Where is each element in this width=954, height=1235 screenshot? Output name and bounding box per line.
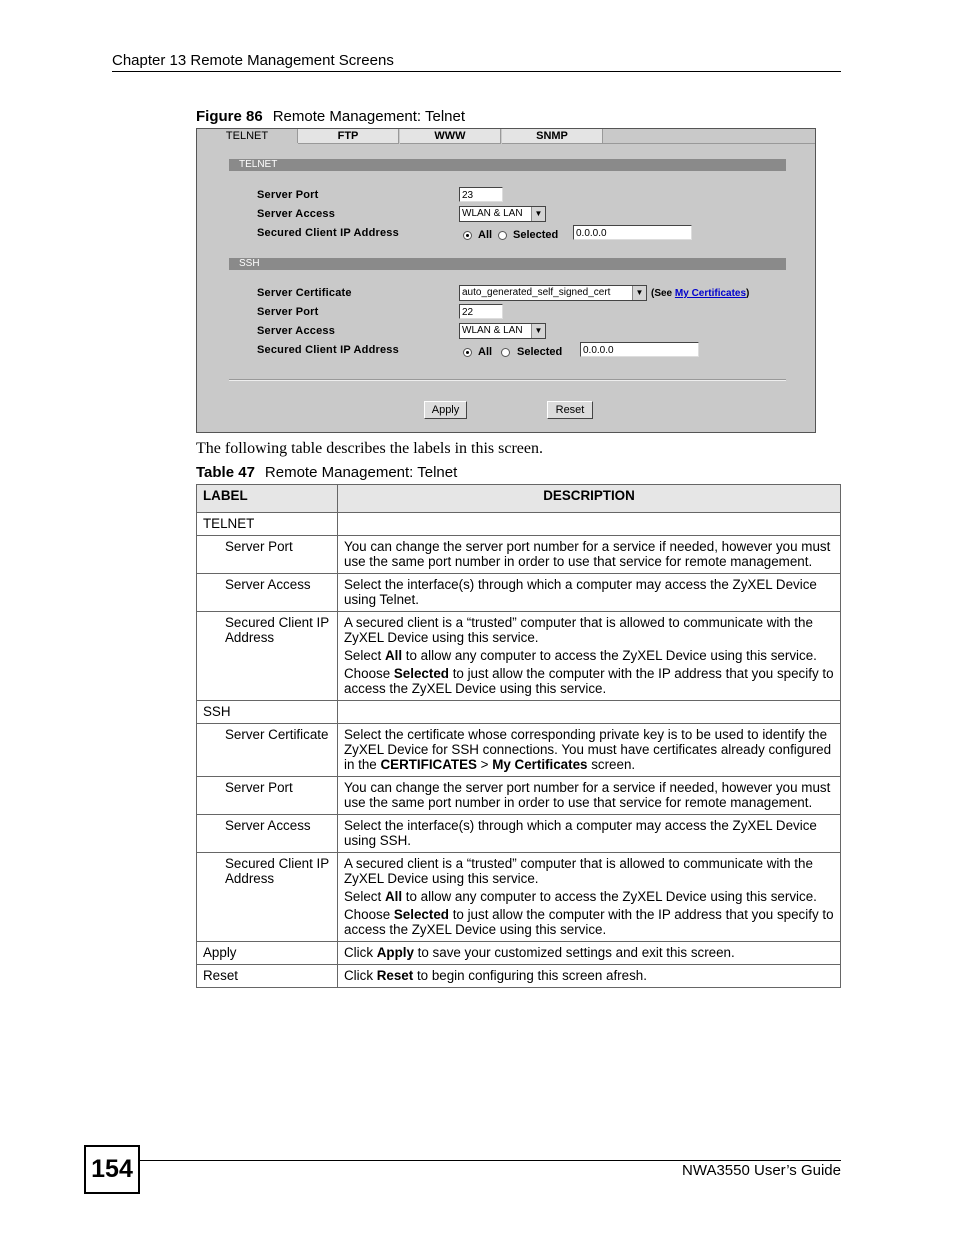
table-row (197, 853, 841, 942)
desc-bold: My Certificates (492, 757, 588, 772)
ssh-server-access-value: WLAN & LAN (462, 325, 523, 336)
desc-paragraph (344, 666, 834, 696)
row-description: You can change the server port number for a service if needed, however you must use the same port number in order to use that service for remote management. (338, 777, 841, 815)
table-row (197, 536, 841, 574)
desc-bold: Selected (393, 907, 449, 922)
chapter-header: Chapter 13 Remote Management Screens (112, 52, 394, 69)
row-label: Server Access (197, 574, 338, 612)
telnet-radio-all-label: All (478, 229, 493, 241)
desc-paragraph: A secured client is a “trusted” computer that is allowed to communicate with the ZyXEL Device using this service. (344, 615, 813, 645)
figure-title: Remote Management: Telnet (272, 108, 466, 125)
apply-button[interactable]: Apply (424, 401, 467, 419)
table-caption (196, 464, 457, 481)
telnet-server-access-value: WLAN & LAN (462, 208, 523, 219)
telnet-radio-selected[interactable] (498, 231, 507, 240)
row-label: Server Access (197, 815, 338, 853)
row-description (338, 942, 841, 965)
tab-bar (197, 129, 815, 144)
desc-paragraph (344, 889, 834, 904)
desc-bold: All (384, 648, 403, 663)
tab-www[interactable]: WWW (400, 129, 501, 144)
my-certificates-link[interactable]: My Certificates (674, 288, 747, 299)
telnet-section-bar: TELNET (229, 159, 786, 171)
row-description (338, 724, 841, 777)
desc-text: Select (344, 648, 385, 663)
row-label: Server Certificate (197, 724, 338, 777)
ssh-radio-selected[interactable] (501, 348, 510, 357)
desc-paragraph (344, 907, 834, 937)
table-number: Table 47 (196, 464, 255, 481)
intro-text: The following table describes the labels in this screen. (196, 440, 544, 457)
row-description (338, 965, 841, 988)
header-rule (112, 71, 841, 72)
row-label: Secured Client IP Address (197, 853, 338, 942)
desc-bold: Apply (376, 945, 414, 960)
dropdown-arrow-icon: ▼ (531, 207, 545, 221)
table-row (197, 701, 841, 724)
tab-ftp[interactable]: FTP (298, 129, 399, 144)
row-description: Select the interface(s) through which a computer may access the ZyXEL Device using Telnet. (338, 574, 841, 612)
desc-text: to allow any computer to access the ZyXEL Device using this service. (402, 648, 817, 663)
see-prefix: (See (651, 288, 675, 299)
tab-snmp[interactable]: SNMP (502, 129, 603, 144)
ssh-cert-label: Server Certificate (257, 287, 352, 299)
table-row (197, 724, 841, 777)
telnet-server-port-label: Server Port (257, 189, 319, 201)
telnet-ip-input[interactable]: 0.0.0.0 (573, 225, 692, 240)
figure-number: Figure 86 (196, 108, 263, 125)
tab-bar-fill (603, 129, 815, 144)
row-label: Secured Client IP Address (197, 612, 338, 701)
telnet-radio-all[interactable] (463, 231, 472, 240)
footer-rule (140, 1160, 841, 1161)
guide-title: NWA3550 User’s Guide (682, 1162, 841, 1179)
desc-bold: CERTIFICATES (380, 757, 477, 772)
row-description (338, 513, 841, 536)
ssh-ip-input[interactable]: 0.0.0.0 (580, 342, 699, 357)
form-divider (229, 379, 786, 381)
desc-paragraph: A secured client is a “trusted” computer that is allowed to communicate with the ZyXEL Device using this service. (344, 856, 813, 886)
ssh-cert-value: auto_generated_self_signed_cert (462, 287, 611, 298)
desc-paragraph (344, 648, 834, 663)
dropdown-arrow-icon: ▼ (632, 286, 646, 300)
ssh-radio-selected-label: Selected (517, 346, 563, 358)
row-label: Reset (197, 965, 338, 988)
table-row (197, 942, 841, 965)
desc-text: Click (344, 968, 377, 983)
col-description-header: DESCRIPTION (338, 485, 841, 513)
desc-bold: Selected (393, 666, 449, 681)
ssh-radio-all[interactable] (463, 348, 472, 357)
tab-telnet[interactable]: TELNET (197, 129, 298, 143)
desc-text: to save your customized settings and exit this screen. (413, 945, 735, 960)
telnet-radio-selected-label: Selected (513, 229, 559, 241)
desc-text: to allow any computer to access the ZyXEL Device using this service. (402, 889, 817, 904)
ssh-section-bar: SSH (229, 258, 786, 270)
table-row (197, 513, 841, 536)
row-label: Server Port (197, 777, 338, 815)
telnet-server-access-label: Server Access (257, 208, 336, 220)
ssh-radio-all-label: All (478, 346, 493, 358)
figure-caption (196, 108, 465, 125)
col-label-header: LABEL (197, 485, 338, 513)
row-label: Server Port (197, 536, 338, 574)
desc-text: Select the certificate whose corresponding private key is to be used to identify the ZyXEL Device for SSH connections. You must have certificates already configured in the (344, 727, 832, 772)
ssh-server-port-input[interactable]: 22 (459, 304, 503, 319)
desc-text: Choose (344, 907, 394, 922)
remote-management-screenshot (196, 128, 816, 433)
table-row (197, 965, 841, 988)
ssh-secured-label: Secured Client IP Address (257, 344, 399, 356)
desc-bold: Reset (376, 968, 414, 983)
table-row (197, 815, 841, 853)
description-table (196, 484, 841, 988)
table-title: Remote Management: Telnet (264, 464, 458, 481)
see-certificates-note (651, 288, 749, 299)
desc-text: screen. (587, 757, 636, 772)
row-label: TELNET (197, 513, 338, 536)
row-description (338, 853, 841, 942)
table-header-row (197, 485, 841, 513)
desc-text: to just allow the computer with the IP address that you specify to access the ZyXEL Device using this service. (344, 666, 834, 696)
row-label: Apply (197, 942, 338, 965)
desc-bold: All (384, 889, 403, 904)
desc-text: > (476, 757, 493, 772)
desc-text: Choose (344, 666, 394, 681)
ssh-server-access-label: Server Access (257, 325, 336, 337)
dropdown-arrow-icon: ▼ (531, 324, 545, 338)
row-label: SSH (197, 701, 338, 724)
ssh-server-access-select[interactable] (459, 323, 546, 339)
ssh-server-port-label: Server Port (257, 306, 319, 318)
page-number: 154 (84, 1145, 140, 1194)
row-description (338, 701, 841, 724)
ssh-cert-select[interactable] (459, 285, 647, 301)
desc-text: to just allow the computer with the IP address that you specify to access the ZyXEL Device using this service. (344, 907, 834, 937)
telnet-server-access-select[interactable] (459, 206, 546, 222)
desc-text: to begin configuring this screen afresh. (413, 968, 647, 983)
table-row (197, 777, 841, 815)
row-description (338, 612, 841, 701)
telnet-server-port-input[interactable]: 23 (459, 187, 503, 202)
table-row (197, 612, 841, 701)
row-description: Select the interface(s) through which a computer may access the ZyXEL Device using SSH. (338, 815, 841, 853)
table-row (197, 574, 841, 612)
telnet-secured-label: Secured Client IP Address (257, 227, 399, 239)
reset-button[interactable]: Reset (547, 401, 593, 419)
see-suffix: ) (746, 288, 750, 299)
desc-text: Select (344, 889, 385, 904)
row-description: You can change the server port number for a service if needed, however you must use the same port number in order to use that service for remote management. (338, 536, 841, 574)
desc-text: Click (344, 945, 377, 960)
